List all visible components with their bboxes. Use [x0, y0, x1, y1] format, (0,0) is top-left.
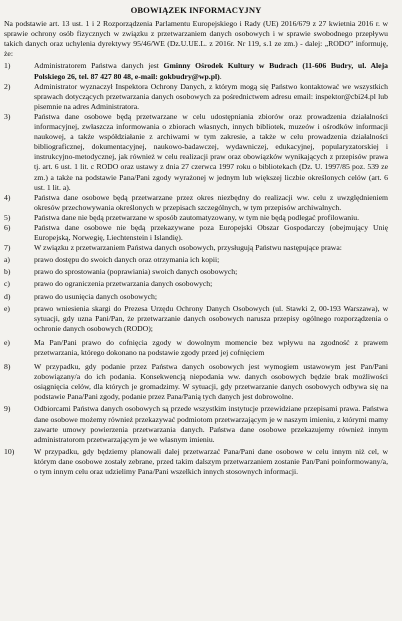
- right-item-c: [4, 279, 388, 289]
- item-text: prawo dostępu do swoich danych oraz otrzymania ich kopii;: [34, 255, 220, 265]
- right-item-b: [4, 267, 388, 277]
- list-item-4: [4, 193, 388, 213]
- item-text-post: .: [219, 71, 222, 81]
- right-item-e: [4, 304, 388, 334]
- item-number: 2): [4, 81, 11, 91]
- list-item-7: [4, 243, 388, 253]
- list-item-10: [4, 447, 388, 477]
- item-letter: d): [4, 291, 11, 301]
- item-number: 8): [4, 362, 11, 372]
- item-text: Administrator wyznaczył Inspektora Ochrony Danych, z którym mogą się Państwo kontaktować we wszystkich sprawach dotyczących przetwarzania danych osobowych za pośrednictwem adresu email: inspektor@cbi24.pl lub pisemnie na adres Administratora.: [34, 81, 388, 111]
- administrator-name: Gminny Ośrodek Kultury w Budrach (11-606 Budry, ul. Aleja Polskiego 26, tel. 87 427 80 48, e-mail: gokbudry@wp.pl): [34, 61, 388, 81]
- item-number: 6): [4, 222, 11, 232]
- intro-paragraph: Na podstawie art. 13 ust. 1 i 2 Rozporządzenia Parlamentu Europejskiego i Rady (UE) 2016/679 z 27 kwietnia 2016 r. w sprawie ochrony osób fizycznych w związku z przetwarzaniem danych osobowych i w sprawie swobodnego przepływu takich danych oraz uchylenia dyrektywy 95/46/WE (Dz.U.UE.L. z 2016r. Nr 119, s.1 ze zm.) - dalej: „RODO” informuję, że:: [4, 19, 388, 59]
- right-item-a: [4, 255, 388, 265]
- page-title: OBOWIĄZEK INFORMACYJNY: [130, 5, 262, 15]
- item-number: 3): [4, 111, 11, 121]
- item-text-pre: Administratorem Państwa danych jest: [34, 61, 164, 71]
- right-item-d: [4, 292, 388, 302]
- item-text: W związku z przetwarzaniem Państwa danych osobowych, przysługują Państwu następujące prawa:: [34, 243, 342, 253]
- item-text: Odbiorcami Państwa danych osobowych są przede wszystkim instytucje przewidziane przepisami prawa. Państwa dane osobowe możemy również przekazywać podmiotom przetwarzającym je w naszym imieniu, z którymi mamy zawarte umowy powierzenia przetwarzania danych. Państwa dane osobowe przekazujemy również innym administratorom przetwarzającym je we własnym imieniu.: [34, 404, 388, 444]
- list-item-8: [4, 362, 388, 402]
- list-item-1: [4, 61, 388, 81]
- item-letter: b): [4, 267, 11, 277]
- item-text: W przypadku, gdy będziemy planowali dalej przetwarzać Pana/Pani dane osobowe w celu innym niż cel, w którym dane osobowe zostały zebrane, przed takim dalszym przetwarzaniem zostanie Pan/Pani poinformowany/a, o tym innym celu oraz udzielimy Pana/Pani wszelkich innych stosownych informacji.: [34, 446, 388, 477]
- item-text: Ma Pan/Pani prawo do cofnięcia zgody w dowolnym momencie bez wpływu na zgodność z prawem przetwarzania, którego dokonano na podstawie zgody przed jej cofnięciem: [34, 337, 388, 357]
- item-text: Państwa dane osobowe będą przetwarzane w celu udostępniania zbiorów oraz prowadzenia działalności informacyjnej, zwłaszcza informowania o zbiorach własnych, innych bibliotek, muzeów i ośrodków informacji naukowej, a także współdziałanie z archiwami w tym zakresie, a także w celu prowadzenia działalności bibliograficznej, dokumentacyjnej, naukowo-badawczej, wydawniczej, edukacyjnej, popularyzatorskiej i instrukcyjno-metodycznej, jak również w celu realizacji praw oraz obowiązków wynikających z przepisów prawa tj. art. 6 ust. 1 lit. c RODO oraz ustawy z dnia 27 czerwca 1997 roku o bibliotekach (Dz. U. 1997/85 poz. 539 ze zm.) a także na podstawie Pana/Pani zgody wyrażonej w jednym lub większej liczbie określonych celów (art. 6 ust. 1 lit. a).: [34, 111, 388, 192]
- item-text: prawo do ograniczenia przetwarzania danych osobowych;: [34, 279, 213, 289]
- item-number: 5): [4, 212, 11, 222]
- item-letter: e): [4, 337, 10, 347]
- item-letter: c): [4, 279, 10, 289]
- item-letter: e): [4, 303, 10, 313]
- list-item-6: [4, 223, 388, 243]
- list-item-3: [4, 112, 388, 193]
- item-number: 9): [4, 404, 11, 414]
- right-item-e-consent: [4, 338, 388, 358]
- list-item-2: [4, 82, 388, 112]
- list-item-9: [4, 404, 388, 444]
- item-text: W przypadku, gdy podanie przez Państwa danych osobowych jest wymogiem ustawowym jest Pan/Pani zobowiązany/a do ich podania. Konsekwencją niepodania ww. danych osobowych będzie brak możliwości osiągnięcia celów, dla których je gromadzimy. W sytuacji, gdy przetwarzanie danych osobowych odbywa się na podstawie Pana/Pani zgody, podanie przez Pana/Panią tych danych jest dobrowolne.: [34, 362, 388, 402]
- list-item-5: [4, 213, 388, 223]
- item-text: [34, 61, 388, 81]
- item-number: 4): [4, 192, 11, 202]
- item-number: 7): [4, 243, 11, 253]
- item-text: Państwa dane osobowe będą przetwarzane przez okres niezbędny do realizacji ww. celu z uwzględnieniem okresów przechowywania określonych w przepisach szczególnych, w tym przepisów archiwalnych.: [34, 192, 388, 212]
- item-text: Państwa dane nie będą przetwarzane w sposób zautomatyzowany, w tym nie będą podlegać profilowaniu.: [34, 212, 360, 222]
- item-number: 10): [4, 446, 15, 456]
- item-text: Państwa dane osobowe nie będą przekazywane poza Europejski Obszar Gospodarczy (obejmujący Unię Europejską, Norwegię, Liechtenstein i Islandię).: [34, 222, 388, 243]
- item-text: prawo do usunięcia danych osobowych;: [34, 291, 157, 301]
- item-text: prawo wniesienia skargi do Prezesa Urzędu Ochrony Danych Osobowych (ul. Stawki 2, 00-193 Warszawa), w sytuacji, gdy uzna Pani/Pan, że przetwarzanie danych osobowych narusza przepisy ogólnego rozporządzenia o ochronie danych osobowych (RODO);: [34, 303, 388, 333]
- item-letter: a): [4, 255, 10, 265]
- item-number: 1): [4, 61, 11, 71]
- item-text: prawo do sprostowania (poprawiania) swoich danych osobowych;: [34, 267, 238, 277]
